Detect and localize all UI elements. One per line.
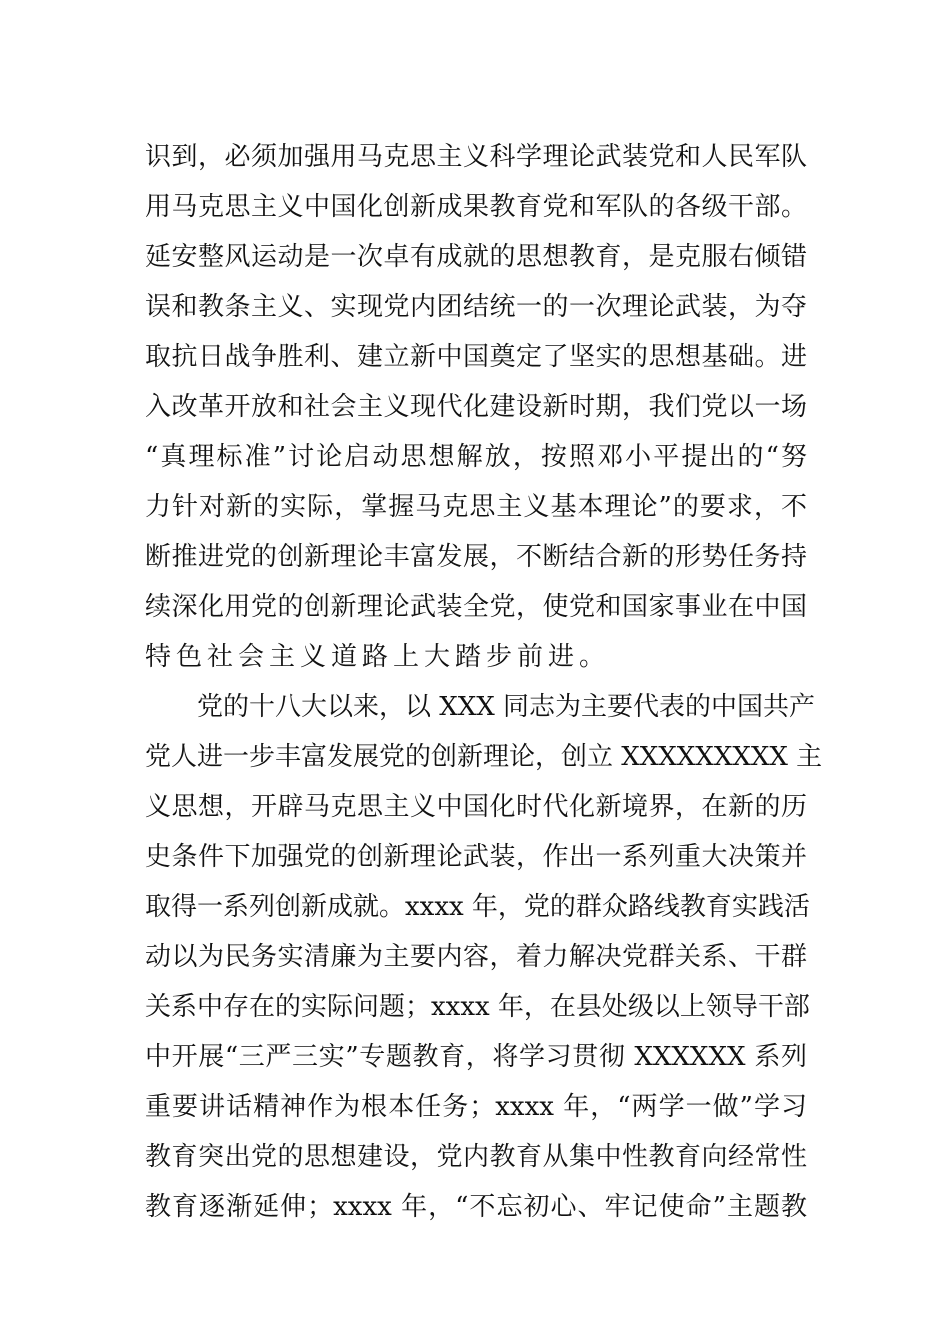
text-line: 特色社会主义道路上大踏步前进。 xyxy=(145,642,611,672)
text-line: 教育逐渐延伸；xxxx 年，“不忘初心、牢记使命”主题教 xyxy=(145,1192,807,1222)
text-line: 识到，必须加强用马克思主义科学理论武装党和人民军队 xyxy=(145,142,807,172)
text-line: 取得一系列创新成就。xxxx 年，党的群众路线教育实践活 xyxy=(145,892,810,922)
text-line: 中开展“三严三实”专题教育，将学习贯彻 XXXXXX 系列 xyxy=(145,1042,807,1072)
text-line: 用马克思主义中国化创新成果教育党和军队的各级干部。 xyxy=(145,192,807,222)
text-line: 关系中存在的实际问题；xxxx 年，在县处级以上领导干部 xyxy=(145,992,810,1022)
text-line: 党人进一步丰富发展党的创新理论，创立 XXXXXXXXX 主 xyxy=(145,742,823,772)
paragraph-first-line: 党的十八大以来，以 XXX 同志为主要代表的中国共产 xyxy=(197,692,816,722)
text-line: 延安整风运动是一次卓有成就的思想教育，是克服右倾错 xyxy=(145,242,807,272)
text-line: 断推进党的创新理论丰富发展，不断结合新的形势任务持 xyxy=(145,542,807,572)
text-line: 取抗日战争胜利、建立新中国奠定了坚实的思想基础。进 xyxy=(145,342,807,372)
text-line: 误和教条主义、实现党内团结统一的一次理论武装，为夺 xyxy=(145,292,807,322)
text-line: 入改革开放和社会主义现代化建设新时期，我们党以一场 xyxy=(145,392,807,422)
text-line: 力针对新的实际，掌握马克思主义基本理论”的要求，不 xyxy=(145,492,807,522)
body-text xyxy=(145,132,823,1232)
text-line: 动以为民务实清廉为主要内容，着力解决党群关系、干群 xyxy=(145,942,807,972)
text-line: 重要讲话精神作为根本任务；xxxx 年，“两学一做”学习 xyxy=(145,1092,807,1122)
text-line: 义思想，开辟马克思主义中国化时代化新境界，在新的历 xyxy=(145,792,807,822)
text-line: 教育突出党的思想建设，党内教育从集中性教育向经常性 xyxy=(145,1142,807,1172)
text-line: 续深化用党的创新理论武装全党，使党和国家事业在中国 xyxy=(145,592,807,622)
text-line: 史条件下加强党的创新理论武装，作出一系列重大决策并 xyxy=(145,842,807,872)
text-line: “真理标准”讨论启动思想解放，按照邓小平提出的“努 xyxy=(145,442,807,472)
